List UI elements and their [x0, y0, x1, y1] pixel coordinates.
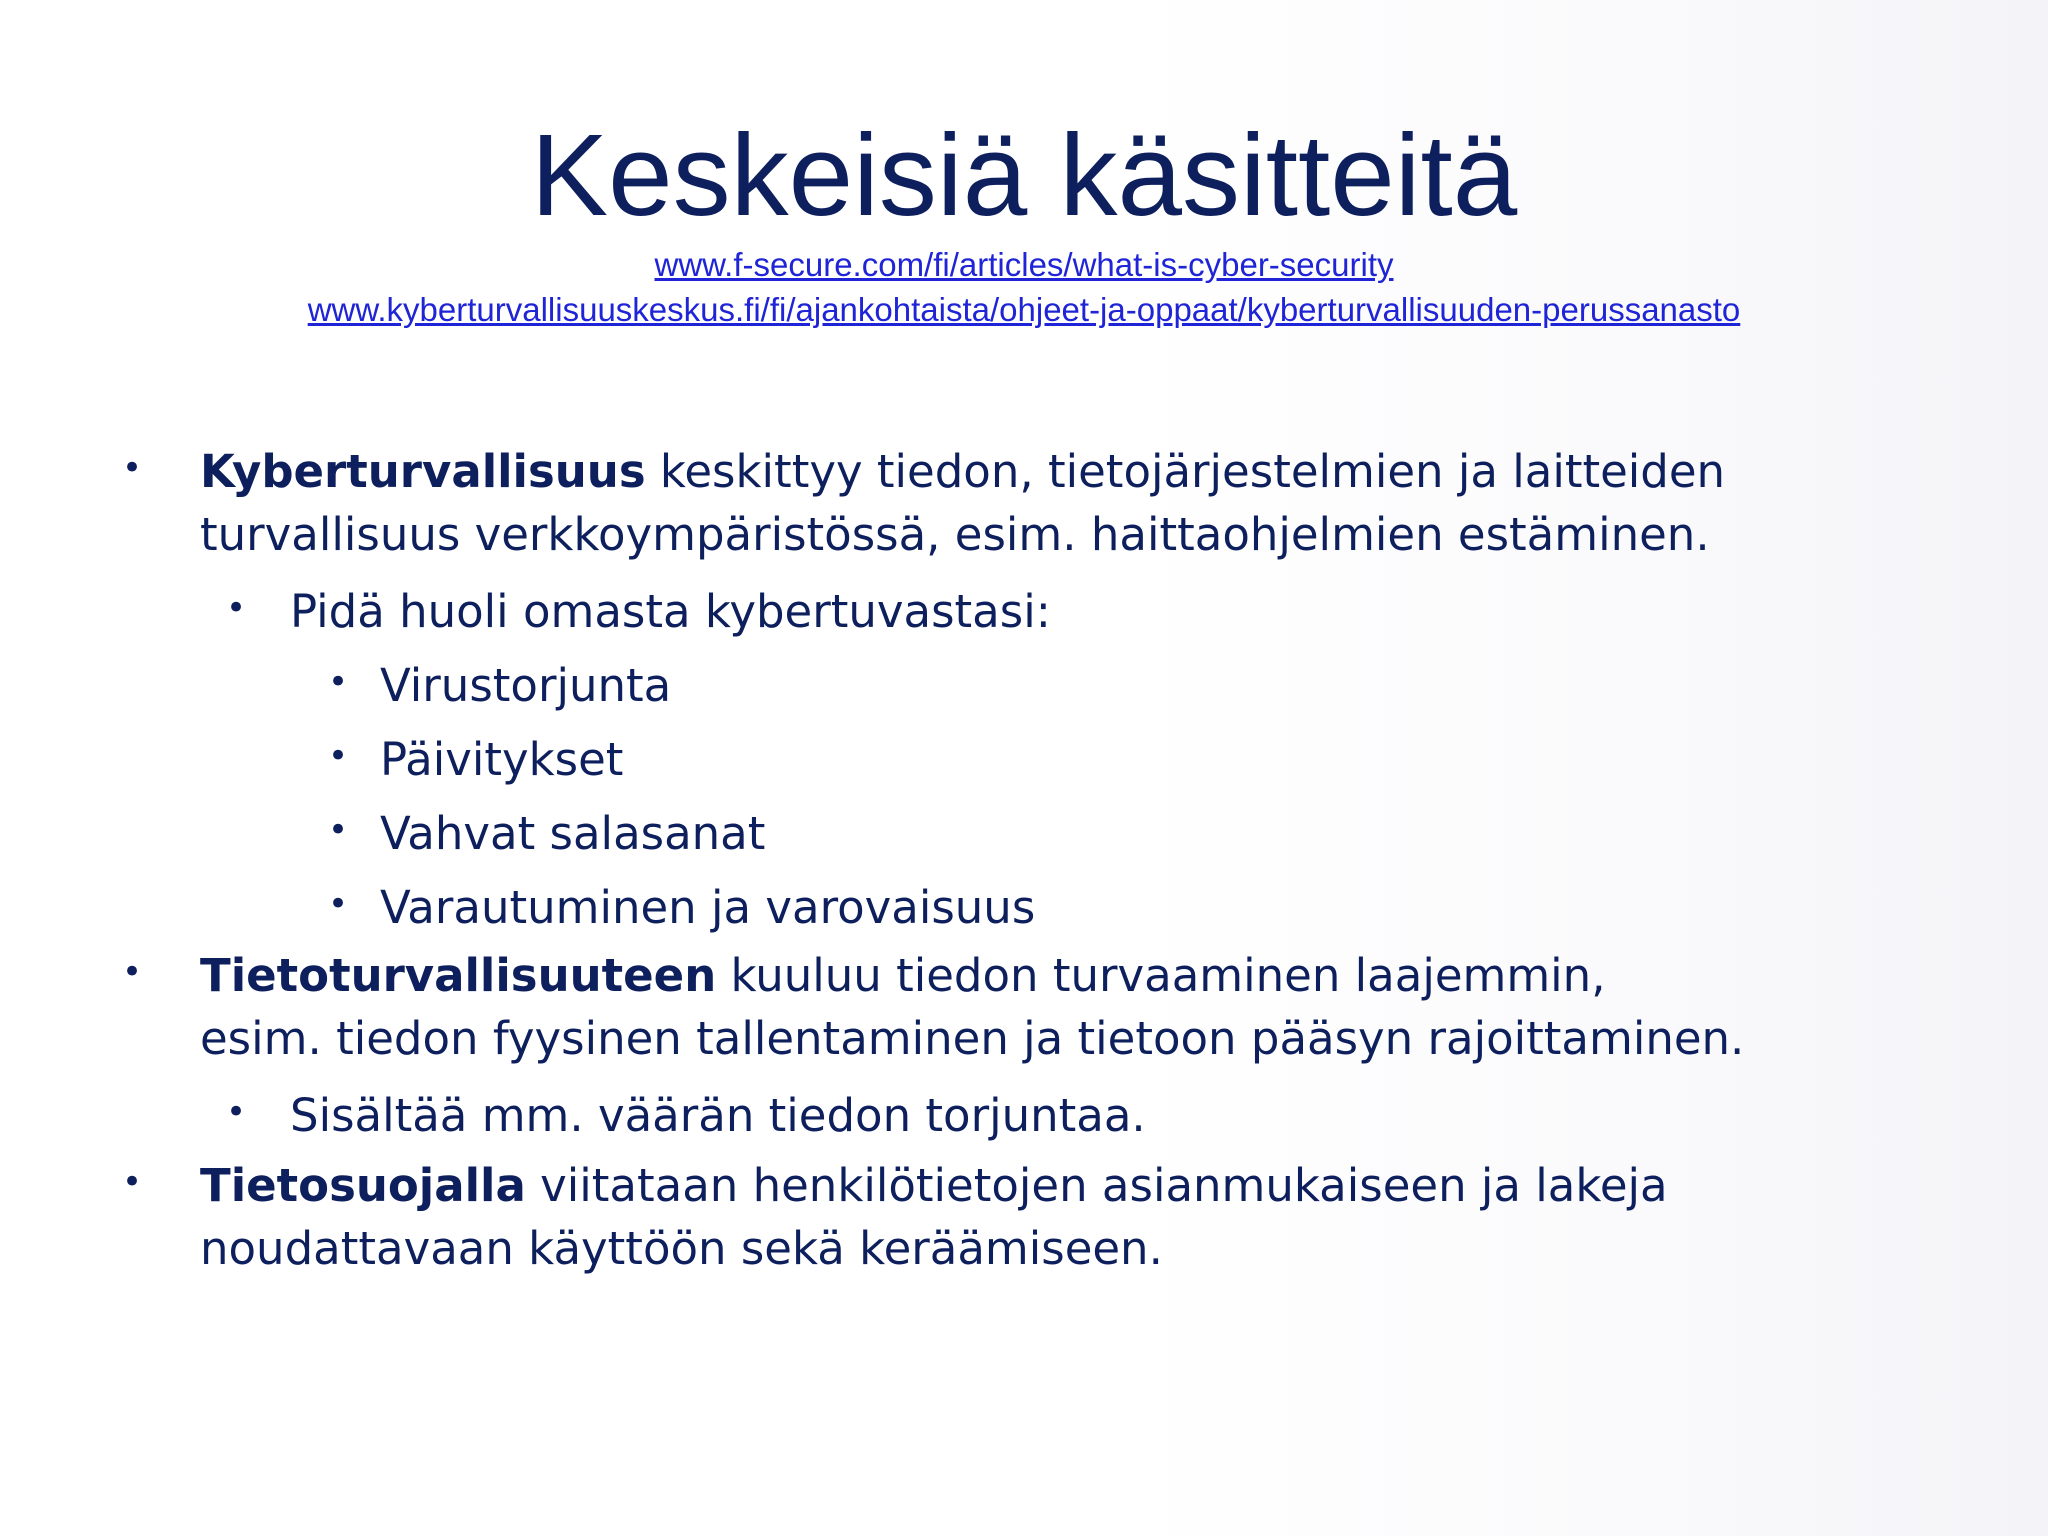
bullet-text: noudattavaan käyttöön sekä keräämiseen.: [200, 1222, 1163, 1275]
sub-bullet-text: Sisältää mm. väärän tiedon torjuntaa.: [290, 1089, 1146, 1142]
bullet-icon: •: [328, 736, 349, 776]
term-kyberturvallisuus: Kyberturvallisuus: [200, 445, 646, 498]
bullet-icon: •: [328, 662, 349, 702]
sub-sub-bullet-virustorjunta: Virustorjunta: [380, 659, 672, 712]
bullet-icon: •: [328, 810, 349, 850]
bullet-icon: •: [328, 884, 349, 924]
sub-sub-bullet-vahvat-salasanat: Vahvat salasanat: [380, 807, 766, 860]
bullet-icon: •: [226, 1092, 247, 1132]
link-kyberturvallisuuskeskus[interactable]: www.kyberturvallisuuskeskus.fi/fi/ajankohtaista/ohjeet-ja-oppaat/kyberturvallisuuden-perussanasto: [307, 291, 1741, 328]
bullet-icon: •: [122, 1162, 143, 1202]
reference-links: [0, 242, 2048, 332]
sub-bullet-text: Pidä huoli omasta kybertuvastasi:: [290, 585, 1051, 638]
sub-sub-bullet-varautuminen: Varautuminen ja varovaisuus: [380, 881, 1036, 934]
slide-title: Keskeisiä käsitteitä: [530, 110, 1518, 240]
bullet-icon: •: [226, 588, 247, 628]
bullet-text: esim. tiedon fyysinen tallentaminen ja tietoon pääsyn rajoittaminen.: [200, 1012, 1745, 1065]
bullet-tietosuoja: [200, 1154, 1800, 1280]
bullet-text: kuuluu tiedon turvaaminen laajemmin,: [716, 949, 1606, 1002]
link-f-secure[interactable]: www.f-secure.com/fi/articles/what-is-cyber-security: [654, 246, 1394, 283]
bullet-text: viitataan henkilötietojen asianmukaiseen ja lakeja: [525, 1159, 1668, 1212]
bullet-text: turvallisuus verkkoympäristössä, esim. haittaohjelmien estäminen.: [200, 508, 1710, 561]
bullet-icon: •: [122, 952, 143, 992]
bullet-text: keskittyy tiedon, tietojärjestelmien ja laitteiden: [645, 445, 1726, 498]
bullet-kyberturvallisuus: [200, 440, 1800, 566]
bullet-icon: •: [122, 448, 143, 488]
term-tietoturvallisuuteen: Tietoturvallisuuteen: [200, 949, 717, 1002]
sub-sub-bullet-paivitykset: Päivitykset: [380, 733, 624, 786]
bullet-tietoturvallisuus: [200, 944, 1800, 1070]
term-tietosuojalla: Tietosuojalla: [200, 1159, 526, 1212]
